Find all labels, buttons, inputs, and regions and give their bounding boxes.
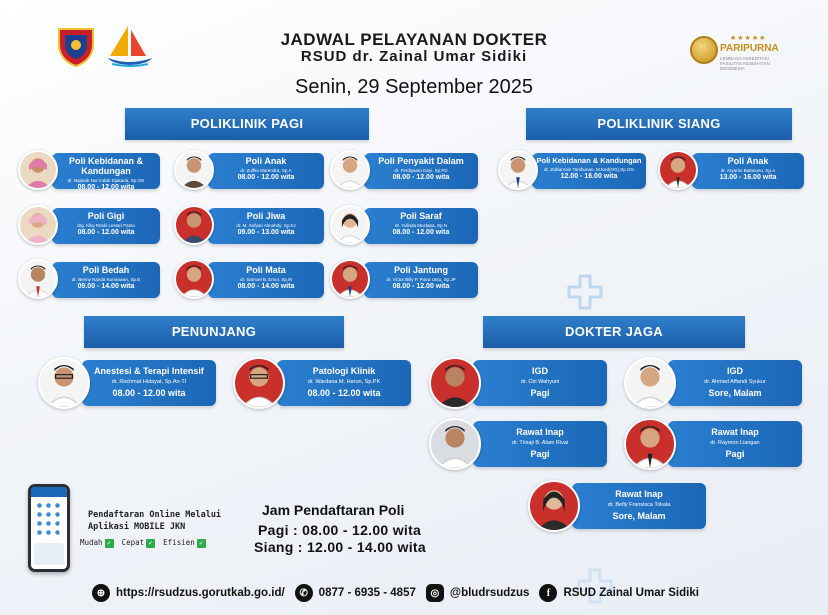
doctor-photo	[174, 150, 214, 190]
doctor-name: dr. Befly Fransisca Tokala	[607, 502, 671, 508]
poli-name: Poli Mata	[246, 265, 286, 275]
instagram-icon: ◎	[426, 584, 444, 602]
doctor-name: dr. Ferdiyanto Dayi, Sp.PD	[394, 168, 448, 173]
phone-contact[interactable]	[295, 584, 416, 602]
service-time: 08.00 - 12.00 wita	[392, 174, 450, 181]
doctor-name: dr. Aryanto Batanuno, Sp.A	[720, 168, 776, 173]
registration-hours-siang: Siang : 12.00 - 14.00 wita	[254, 539, 426, 555]
schedule-pill	[277, 360, 411, 406]
service-time: 08.00 - 12.00 wita	[77, 184, 135, 191]
schedule-pill	[52, 208, 160, 244]
doctor-name: dr. Zulfito Marendra, Sp.A	[240, 168, 292, 173]
schedule-pill	[532, 153, 646, 189]
schedule-pill	[52, 153, 160, 189]
website-text: https://rsudzus.gorutkab.go.id/	[116, 587, 285, 599]
doctor-name: dr. Ahmad Affandi Syukur	[704, 379, 766, 385]
doctor-name: dr. Rochmat Hidayat, Sp.An-TI	[111, 379, 187, 385]
doctor-name: dr. Samuel B. Emor, Sp.M	[240, 277, 292, 282]
instagram-link[interactable]	[426, 584, 530, 602]
hospital-name: RSUD dr. Zainal Umar Sidiki	[300, 48, 528, 65]
doctor-photo	[330, 205, 370, 245]
poli-name: Poli Gigi	[87, 211, 125, 221]
contact-footer	[92, 583, 709, 603]
schedule-pill	[668, 421, 802, 467]
poli-name: Poli Kebidanan & Kandungan	[536, 156, 642, 165]
poli-name: Poli Penyakit Dalam	[378, 156, 464, 166]
schedule-pill	[473, 421, 607, 467]
banner-poliklinik-siang: POLIKLINIK SIANG	[526, 108, 792, 140]
doctor-name: dr. Najmah Nur Indah Djakaria, Sp.OG	[67, 178, 145, 183]
service-time: 08.00 - 12.00 wita	[237, 174, 295, 181]
schedule-pill	[668, 360, 802, 406]
banner-dokter-jaga: DOKTER JAGA	[483, 316, 745, 348]
poli-name: Anestesi & Terapi Intensif	[94, 366, 204, 376]
check-icon: ✓	[197, 539, 206, 548]
poli-name: Rawat Inap	[516, 427, 564, 437]
service-time: 08.00 - 14.00 wita	[237, 283, 295, 290]
doctor-photo	[624, 418, 676, 470]
doctor-name: drg. Kiky Reski Lestari Panto	[77, 223, 135, 228]
doctor-name: dr. Ozi Wahyuni	[520, 379, 560, 385]
doctor-name: dr. Zulkarnain Tambunan, M.Ked(OG),Sp.OG	[544, 167, 634, 172]
doctor-name: dr. Yulinda Mustapa, Sp.N	[395, 223, 447, 228]
service-time: Sore, Malam	[708, 388, 762, 398]
service-time: Pagi	[530, 449, 550, 459]
schedule-pill	[364, 262, 478, 298]
schedule-pill	[52, 262, 160, 298]
schedule-date: Senin, 29 September 2025	[295, 76, 533, 98]
schedule-pill	[473, 360, 607, 406]
banner-poliklinik-pagi: POLIKLINIK PAGI	[125, 108, 369, 140]
poli-name: Poli Saraf	[400, 211, 442, 221]
poli-name: Patologi Klinik	[312, 366, 376, 376]
schedule-pill	[572, 483, 706, 529]
schedule-pill	[208, 262, 324, 298]
app-icon-grid	[35, 501, 63, 537]
doctor-name: dr. Victor Billy P. Putra Untu, Sp.JP	[386, 277, 456, 282]
poli-name: Poli Anak	[245, 156, 287, 166]
poli-name: Poli Jantung	[394, 265, 448, 275]
poli-name: Poli Kebidanan & Kandungan	[68, 156, 143, 176]
plus-decoration-icon	[565, 272, 605, 312]
doctor-photo	[429, 357, 481, 409]
mobile-jkn-phone-image	[28, 484, 70, 572]
poli-name: Rawat Inap	[615, 489, 663, 499]
doctor-photo	[174, 259, 214, 299]
registration-hours-title: Jam Pendaftaran Poli	[262, 502, 405, 518]
service-time: Sore, Malam	[612, 511, 666, 521]
facebook-link[interactable]	[539, 584, 698, 602]
service-time: 08.00 - 12.00 wita	[77, 229, 135, 236]
check-icon: ✓	[105, 539, 114, 548]
registration-hours-pagi: Pagi : 08.00 - 12.00 wita	[258, 522, 422, 538]
phone-icon: ✆	[295, 584, 313, 602]
doctor-photo	[233, 357, 285, 409]
benefit-label: Cepat	[121, 538, 145, 547]
doctor-photo	[498, 150, 538, 190]
doctor-name: dr. Benny Nanda Kurniawan, Sp.B	[71, 277, 141, 282]
service-time: Pagi	[530, 388, 550, 398]
doctor-photo	[18, 259, 58, 299]
app-banner	[34, 543, 64, 565]
doctor-photo	[18, 150, 58, 190]
globe-icon: ⊕	[92, 584, 110, 602]
badge-subtitle: LEMBAGA AKREDITASI FASILITAS KESEHATAN INDONESIA	[720, 56, 770, 71]
benefit-cepat	[122, 538, 156, 548]
phone-text: 0877 - 6935 - 4857	[318, 587, 416, 599]
doctor-photo	[658, 150, 698, 190]
doctor-photo	[528, 480, 580, 532]
doctor-photo	[38, 357, 90, 409]
instagram-text: @bludrsudzus	[449, 587, 530, 599]
benefit-label: Efisien	[163, 538, 195, 547]
poli-name: Rawat Inap	[711, 427, 759, 437]
poli-name: Poli Jiwa	[246, 211, 286, 221]
facebook-text: RSUD Zainal Umar Sidiki	[563, 587, 699, 599]
service-time: 08.00 - 12.00 wita	[392, 229, 450, 236]
banner-penunjang: PENUNJANG	[84, 316, 344, 348]
doctor-name: dr. Raymon Liangan	[710, 440, 760, 446]
service-time: Pagi	[725, 449, 745, 459]
facebook-icon: f	[539, 584, 557, 602]
doctor-name: dr. M. Sofyan Almahdy, Sp.KJ	[236, 223, 296, 228]
benefit-mudah	[80, 538, 114, 548]
benefit-efisien	[163, 538, 206, 548]
jkn-line-1: Pendaftaran Online Melalui	[88, 510, 222, 520]
schedule-pill	[208, 208, 324, 244]
benefit-label: Mudah	[80, 538, 103, 547]
service-time: 08.00 - 12.00 wita	[307, 388, 381, 398]
badge-title: PARIPURNA	[720, 43, 779, 54]
service-time: 09.00 - 13.00 wita	[237, 229, 295, 236]
schedule-pill	[364, 208, 478, 244]
website-link[interactable]	[92, 584, 285, 602]
poli-name: Poli Bedah	[82, 265, 130, 275]
poli-name: IGD	[726, 366, 743, 376]
service-time: 12.00 - 16.00 wita	[560, 173, 618, 180]
schedule-pill	[208, 153, 324, 189]
doctor-name: dr. Trisaji B. Alam Rivai	[511, 440, 569, 446]
poli-name: Poli Anak	[727, 156, 769, 166]
doctor-photo	[18, 205, 58, 245]
doctor-photo	[330, 259, 370, 299]
jkn-line-2: Aplikasi MOBILE JKN	[88, 522, 186, 532]
page-title: JADWAL PELAYANAN DOKTER	[280, 30, 548, 49]
schedule-pill	[82, 360, 216, 406]
badge-stars: ★★★★★	[730, 35, 767, 42]
doctor-photo	[330, 150, 370, 190]
service-time: 08.00 - 12.00 wita	[392, 283, 450, 290]
service-time: 13.00 - 16.00 wita	[719, 174, 777, 181]
doctor-photo	[624, 357, 676, 409]
check-icon: ✓	[146, 539, 155, 548]
service-time: 08.00 - 12.00 wita	[112, 388, 186, 398]
schedule-pill	[364, 153, 478, 189]
doctor-photo	[174, 205, 214, 245]
schedule-pill	[692, 153, 804, 189]
doctor-name: dr. Wardana M. Harun, Sp.PK	[307, 379, 381, 385]
poli-name: IGD	[531, 366, 548, 376]
phone-header-bar	[31, 487, 67, 497]
jkn-benefits	[80, 538, 206, 548]
doctor-photo	[429, 418, 481, 470]
service-time: 09.00 - 14.00 wita	[77, 283, 135, 290]
